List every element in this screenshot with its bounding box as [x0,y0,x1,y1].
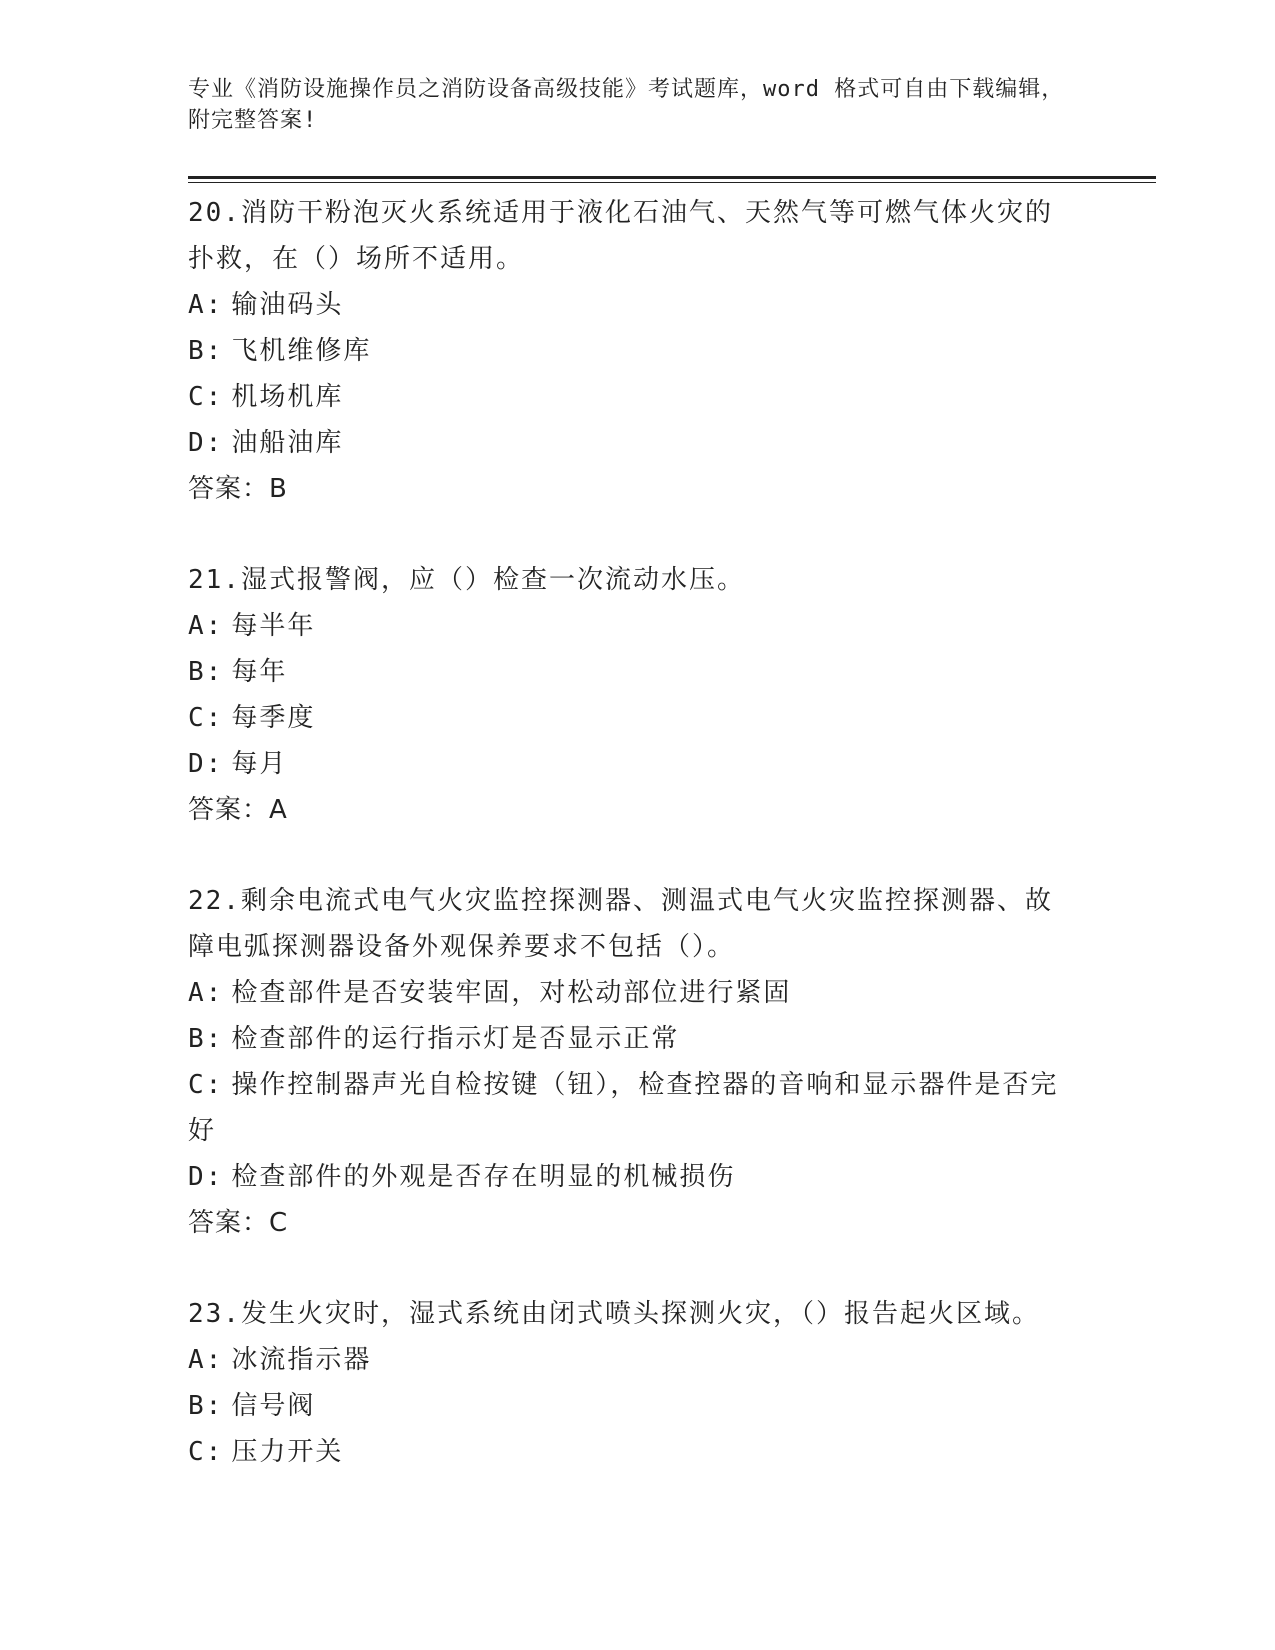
option-a [188,282,1078,328]
option-letter: B: [188,657,224,687]
option-text: 每年 [231,657,288,687]
document-header: 专业《消防设施操作员之消防设备高级技能》考试题库，word 格式可自由下载编辑，附完整答案! [188,77,1065,133]
option-letter: D: [188,428,224,458]
option-d [188,1154,1078,1200]
answer-label: 答案：A [188,795,288,825]
option-d [188,420,1078,466]
option-text: 每月 [231,749,288,779]
option-letter: D: [188,749,224,779]
option-c [188,1429,1078,1475]
option-text: 信号阀 [231,1391,316,1421]
question-stem: 20.消防干粉泡灭火系统适用于液化石油气、天然气等可燃气体火灾的扑救，在（）场所不适用。 [188,198,1053,274]
question-stem: 23.发生火灾时，湿式系统由闭式喷头探测火灾，（）报告起火区域。 [188,1299,1040,1329]
option-text: 操作控制器声光自检按键（钮），检查控器的音响和显示器件是否完好 [188,1070,1059,1146]
option-text: 检查部件是否安装牢固，对松动部位进行紧固 [231,978,792,1008]
option-a [188,1337,1078,1383]
header-divider-thick [188,176,1156,179]
option-letter: A: [188,611,224,641]
option-b [188,1016,1078,1062]
option-text: 机场机库 [231,382,344,412]
option-c [188,695,1078,741]
option-text: 每季度 [231,703,316,733]
question-stem: 21.湿式报警阀，应（）检查一次流动水压。 [188,565,745,595]
option-letter: C: [188,703,224,733]
question-item [188,557,1078,833]
option-text: 油船油库 [231,428,344,458]
option-letter: D: [188,1162,224,1192]
question-item [188,1291,1078,1475]
option-letter: C: [188,1437,224,1467]
option-b [188,328,1078,374]
option-d [188,741,1078,787]
header-divider-thin [188,182,1156,183]
option-letter: B: [188,1391,224,1421]
question-list [188,190,1078,1520]
option-c [188,1062,1078,1154]
option-text: 检查部件的外观是否存在明显的机械损伤 [231,1162,736,1192]
answer-label: 答案：C [188,1208,289,1238]
question-item [188,878,1078,1246]
option-text: 压力开关 [231,1437,344,1467]
option-letter: A: [188,1345,224,1375]
option-b [188,649,1078,695]
option-text: 输油码头 [231,290,344,320]
option-c [188,374,1078,420]
option-a [188,603,1078,649]
option-a [188,970,1078,1016]
option-letter: C: [188,1070,224,1100]
option-letter: A: [188,978,224,1008]
answer-label: 答案：B [188,474,288,504]
option-text: 飞机维修库 [231,336,372,366]
option-text: 冰流指示器 [231,1345,372,1375]
option-text: 每半年 [231,611,316,641]
option-text: 检查部件的运行指示灯是否显示正常 [231,1024,680,1054]
question-item [188,190,1078,512]
option-letter: C: [188,382,224,412]
option-letter: A: [188,290,224,320]
option-letter: B: [188,336,224,366]
option-b [188,1383,1078,1429]
option-letter: B: [188,1024,224,1054]
question-stem: 22.剩余电流式电气火灾监控探测器、测温式电气火灾监控探测器、故障电弧探测器设备外观保养要求不包括（）。 [188,886,1053,962]
